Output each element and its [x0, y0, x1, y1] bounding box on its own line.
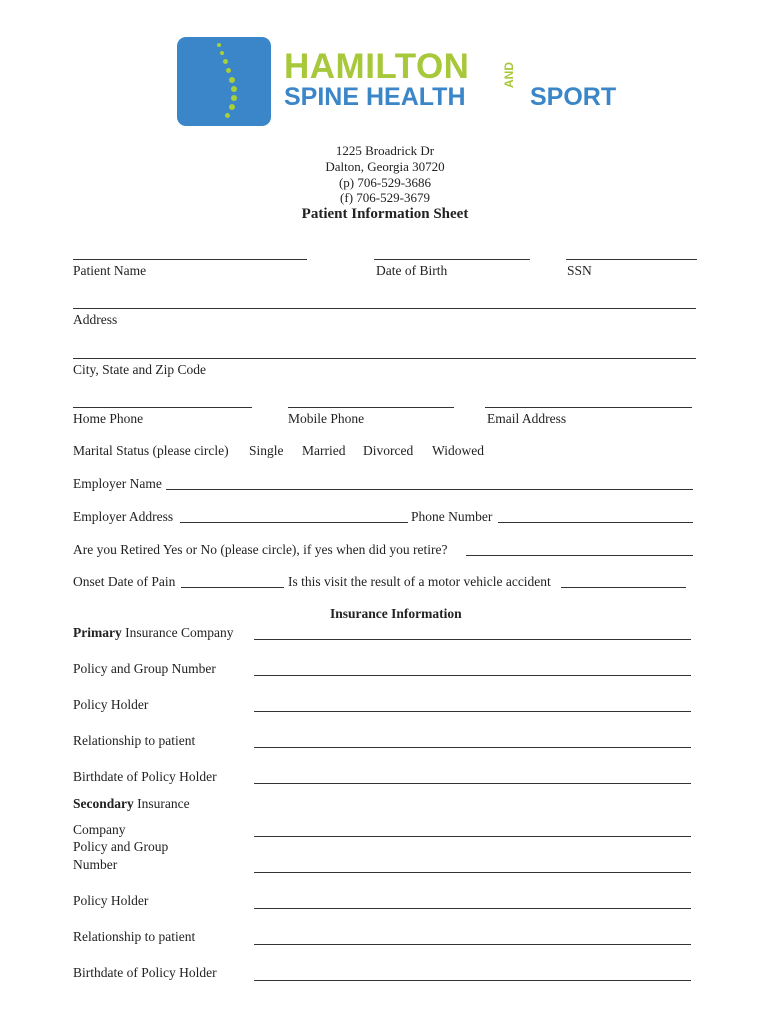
marital-option-widowed[interactable]: Widowed [432, 443, 484, 458]
secondary-insurance-label [73, 796, 190, 812]
email-field[interactable] [485, 407, 692, 408]
clinic-street: 1225 Broadrick Dr [335, 143, 435, 158]
policy-group-label: Policy and Group Number [73, 661, 216, 676]
clinic-city: Dalton, Georgia 30720 [325, 159, 445, 174]
spine-dot [231, 95, 237, 101]
mobile-phone-label: Mobile Phone [288, 411, 365, 426]
dob-field[interactable] [374, 259, 530, 260]
ssn-label: SSN [567, 263, 592, 278]
secondary-relationship-label: Relationship to patient [73, 929, 196, 944]
policy-holder-field[interactable] [254, 711, 691, 712]
email-label: Email Address [487, 411, 567, 426]
secondary-policy-group-field[interactable] [254, 872, 691, 873]
secondary-company-label: Company [73, 822, 126, 837]
secondary-policy-holder-field[interactable] [254, 908, 691, 909]
clinic-fax: (f) 706-529-3679 [340, 190, 430, 205]
secondary-policy-group-label-1: Policy and Group [73, 839, 169, 854]
logo-text-and: AND [502, 62, 516, 88]
spine-dot [223, 59, 228, 64]
secondary-relationship-field[interactable] [254, 944, 691, 945]
secondary-rest: Insurance [137, 796, 190, 811]
employer-phone-field[interactable] [498, 522, 693, 523]
marital-option-divorced[interactable]: Divorced [363, 443, 414, 458]
logo-text-spine-health: SPINE HEALTH [284, 83, 466, 111]
employer-name-label: Employer Name [73, 476, 162, 491]
policy-group-field[interactable] [254, 675, 691, 676]
motor-vehicle-label: Is this visit the result of a motor vehicle accident [288, 574, 551, 589]
employer-address-label: Employer Address [73, 509, 174, 524]
address-label: Address [73, 312, 118, 327]
clinic-phone: (p) 706-529-3686 [338, 175, 432, 190]
spine-dot [217, 43, 221, 47]
spine-dot [220, 51, 224, 55]
insurance-heading: Insurance Information [330, 606, 462, 621]
employer-phone-label: Phone Number [411, 509, 493, 524]
policy-holder-label: Policy Holder [73, 697, 149, 712]
retired-label: Are you Retired Yes or No (please circle), if yes when did you retire? [73, 542, 448, 557]
patient-name-label: Patient Name [73, 263, 147, 278]
birthdate-holder-field[interactable] [254, 783, 691, 784]
ssn-field[interactable] [566, 259, 697, 260]
relationship-label: Relationship to patient [73, 733, 196, 748]
page-title: Patient Information Sheet [301, 206, 469, 222]
logo-text-hamilton: HAMILTON [284, 47, 470, 86]
birthdate-holder-label: Birthdate of Policy Holder [73, 769, 217, 784]
city-state-zip-label: City, State and Zip Code [73, 362, 206, 377]
logo-text-sport: SPORT [530, 83, 617, 111]
marital-option-single[interactable]: Single [249, 443, 284, 458]
secondary-company-field[interactable] [254, 836, 691, 837]
employer-name-field[interactable] [166, 489, 693, 490]
primary-company-field[interactable] [254, 639, 691, 640]
secondary-bold: Secondary [73, 796, 134, 811]
mobile-phone-field[interactable] [288, 407, 454, 408]
secondary-policy-group-label-2: Number [73, 857, 118, 872]
home-phone-label: Home Phone [73, 411, 144, 426]
spine-dot [226, 68, 231, 73]
spine-dot [225, 113, 230, 118]
marital-status-label: Marital Status (please circle) [73, 443, 229, 458]
logo-mark [177, 37, 271, 126]
dob-label: Date of Birth [376, 263, 448, 278]
employer-address-field[interactable] [180, 522, 408, 523]
retired-date-field[interactable] [466, 555, 693, 556]
secondary-birthdate-label: Birthdate of Policy Holder [73, 965, 217, 980]
spine-dot [231, 86, 237, 92]
relationship-field[interactable] [254, 747, 691, 748]
city-state-zip-field[interactable] [73, 358, 696, 359]
spine-dot [229, 104, 235, 110]
primary-insurance-label [73, 625, 233, 641]
secondary-birthdate-field[interactable] [254, 980, 691, 981]
primary-rest: Insurance Company [125, 625, 234, 640]
marital-option-married[interactable]: Married [302, 443, 346, 458]
onset-field[interactable] [181, 587, 284, 588]
onset-label: Onset Date of Pain [73, 574, 176, 589]
secondary-policy-holder-label: Policy Holder [73, 893, 149, 908]
motor-vehicle-field[interactable] [561, 587, 686, 588]
spine-dot [229, 77, 235, 83]
patient-name-field[interactable] [73, 259, 307, 260]
address-field[interactable] [73, 308, 696, 309]
home-phone-field[interactable] [73, 407, 252, 408]
primary-bold: Primary [73, 625, 122, 640]
